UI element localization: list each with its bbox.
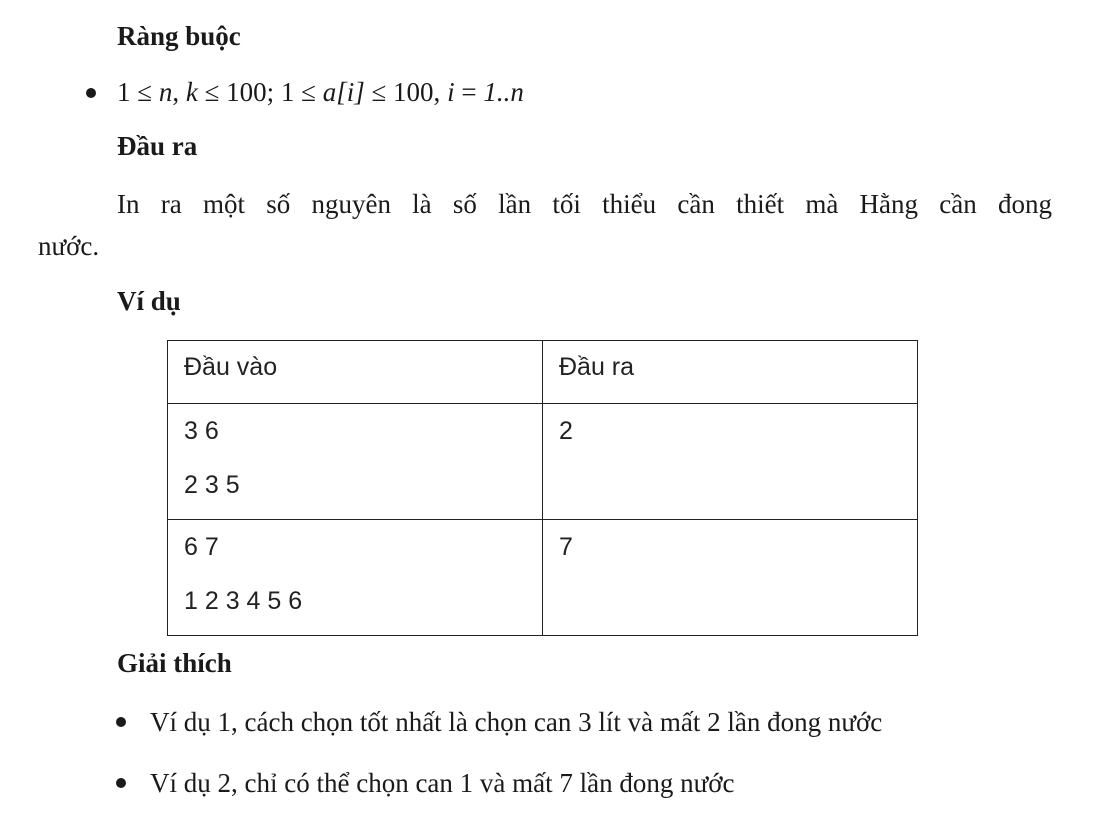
column-header-output: Đầu ra (543, 341, 918, 404)
output-paragraph-line2: nước. (38, 231, 100, 261)
example-output-value: 7 (559, 533, 573, 561)
output-heading: Đầu ra (117, 131, 198, 161)
explanation-heading: Giải thích (117, 648, 232, 678)
examples-table (167, 340, 918, 636)
example-output-value: 2 (559, 417, 573, 445)
bullet-dot (116, 778, 126, 788)
example-output-cell (543, 404, 918, 520)
constraints-heading: Ràng buộc (117, 21, 241, 51)
column-header-input: Đầu vào (168, 341, 543, 404)
explanation-bullet-1: Ví dụ 1, cách chọn tốt nhất là chọn can 3 lít và mất 2 lần đong nước (150, 707, 883, 737)
table-row (168, 404, 918, 520)
explanation-bullet-2: Ví dụ 2, chỉ có thể chọn can 1 và mất 7 lần đong nước (150, 768, 735, 798)
table-row (168, 520, 918, 636)
constraints-bullet: 1 ≤ n, k ≤ 100; 1 ≤ a[i] ≤ 100, i = 1..n (117, 77, 524, 107)
example-input-cell (168, 404, 543, 520)
example-input-line: 3 6 (184, 417, 219, 445)
example-input-line: 6 7 (184, 533, 219, 561)
example-input-line: 1 2 3 4 5 6 (184, 587, 303, 615)
example-input-cell (168, 520, 543, 636)
example-input-line: 2 3 5 (184, 471, 240, 499)
output-paragraph-line1: In ra một số nguyên là số lần tối thiểu cần thiết mà Hằng cần đong (117, 189, 1052, 219)
bullet-dot (116, 717, 126, 727)
table-header-row (168, 341, 918, 404)
bullet-dot (86, 88, 96, 98)
example-output-cell (543, 520, 918, 636)
examples-heading: Ví dụ (117, 286, 181, 316)
